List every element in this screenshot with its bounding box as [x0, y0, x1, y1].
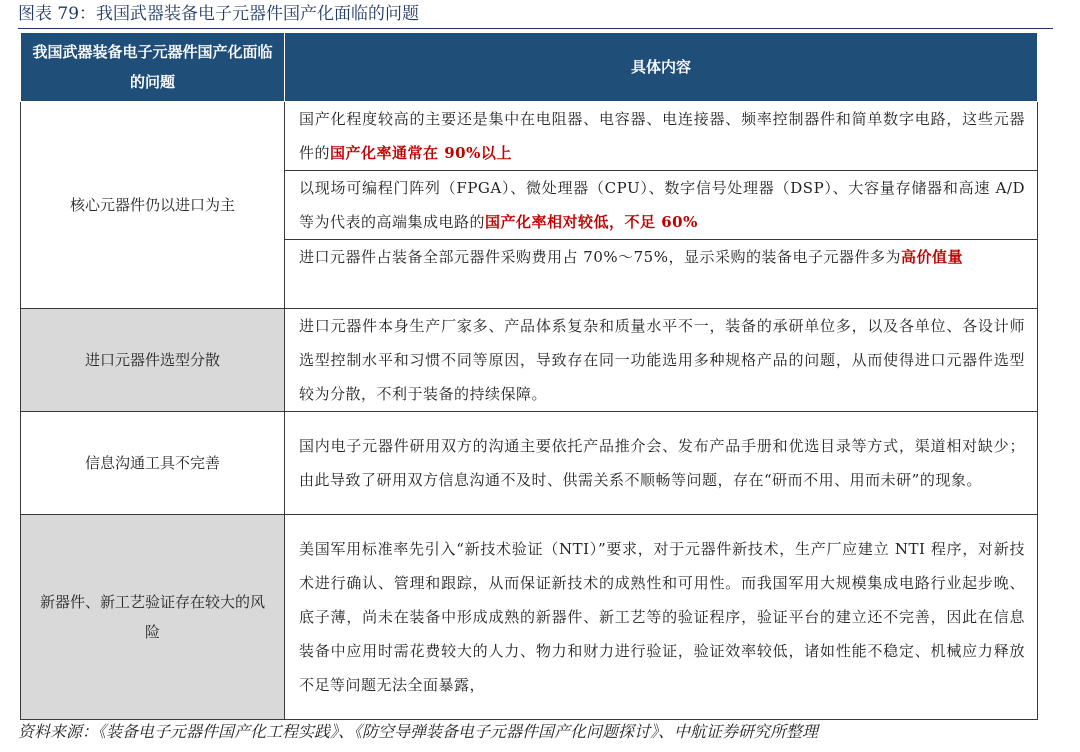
table-row [21, 515, 1038, 720]
content-text: 以现场可编程门阵列（FPGA）、微处理器（CPU）、数字信号处理器（DSP）、大容量存储器和高速 A/D 等为代表的高端集成电路的 [299, 179, 1025, 231]
table-row [21, 102, 1038, 309]
highlight-text: 国产化率通常在 90%以上 [330, 144, 512, 162]
source-note: 资料来源：《装备电子元器件国产化工程实践》、《防空导弹装备电子元器件国产化问题探讨》、中航证券研究所整理 [18, 722, 819, 741]
highlight-text: 高价值量 [900, 248, 963, 266]
content-item [285, 239, 1037, 308]
table-header-row [21, 33, 1038, 102]
header-issue: 我国武器装备电子元器件国产化面临的问题 [21, 33, 285, 102]
content-item [285, 102, 1037, 170]
content-text: 国产化程度较高的主要还是集中在电阻器、电容器、电连接器、频率控制器件和简单数字电路，这些元器件的 [299, 110, 1025, 162]
row-label: 核心元器件仍以进口为主 [21, 102, 285, 309]
issues-table [20, 32, 1038, 720]
figure-title: 图表 79：我国武器装备电子元器件国产化面临的问题 [18, 4, 420, 24]
row-label: 进口元器件选型分散 [21, 309, 285, 412]
table-row [21, 309, 1038, 412]
table-row [21, 412, 1038, 515]
row-label: 新器件、新工艺验证存在较大的风险 [21, 515, 285, 720]
row-content [285, 102, 1038, 309]
row-content: 进口元器件本身生产厂家多、产品体系复杂和质量水平不一，装备的承研单位多，以及各单位、各设计师选型控制水平和习惯不同等原因，导致存在同一功能选用多种规格产品的问题，从而使得进口元器件选型较为分散，不利于装备的持续保障。 [285, 309, 1038, 412]
content-text: 进口元器件占装备全部元器件采购费用占 70%～75%，显示采购的装备电子元器件多为 [299, 248, 901, 266]
highlight-text: 国产化率相对较低，不足 60% [485, 213, 698, 231]
header-content: 具体内容 [285, 33, 1038, 102]
row-label: 信息沟通工具不完善 [21, 412, 285, 515]
content-item [285, 170, 1037, 239]
row-content: 国内电子元器件研用双方的沟通主要依托产品推介会、发布产品手册和优选目录等方式，渠道相对缺少；由此导致了研用双方信息沟通不及时、供需关系不顺畅等问题，存在“研而不用、用而未研”的现象。 [285, 412, 1038, 515]
row-content: 美国军用标准率先引入“新技术验证（NTI）”要求，对于元器件新技术，生产厂应建立 NTI 程序，对新技术进行确认、管理和跟踪，从而保证新技术的成熟性和可用性。而我国军用大规模集成电路行业起步晚、底子薄，尚未在装备中形成成熟的新器件、新工艺等的验证程序，验证平台的建立还不完善，因此在信息装备中应用时需花费较大的人力、物力和财力进行验证，验证效率较低，诸如性能不稳定、机械应力释放不足等问题无法全面暴露， [285, 515, 1038, 720]
title-divider [18, 28, 1053, 29]
